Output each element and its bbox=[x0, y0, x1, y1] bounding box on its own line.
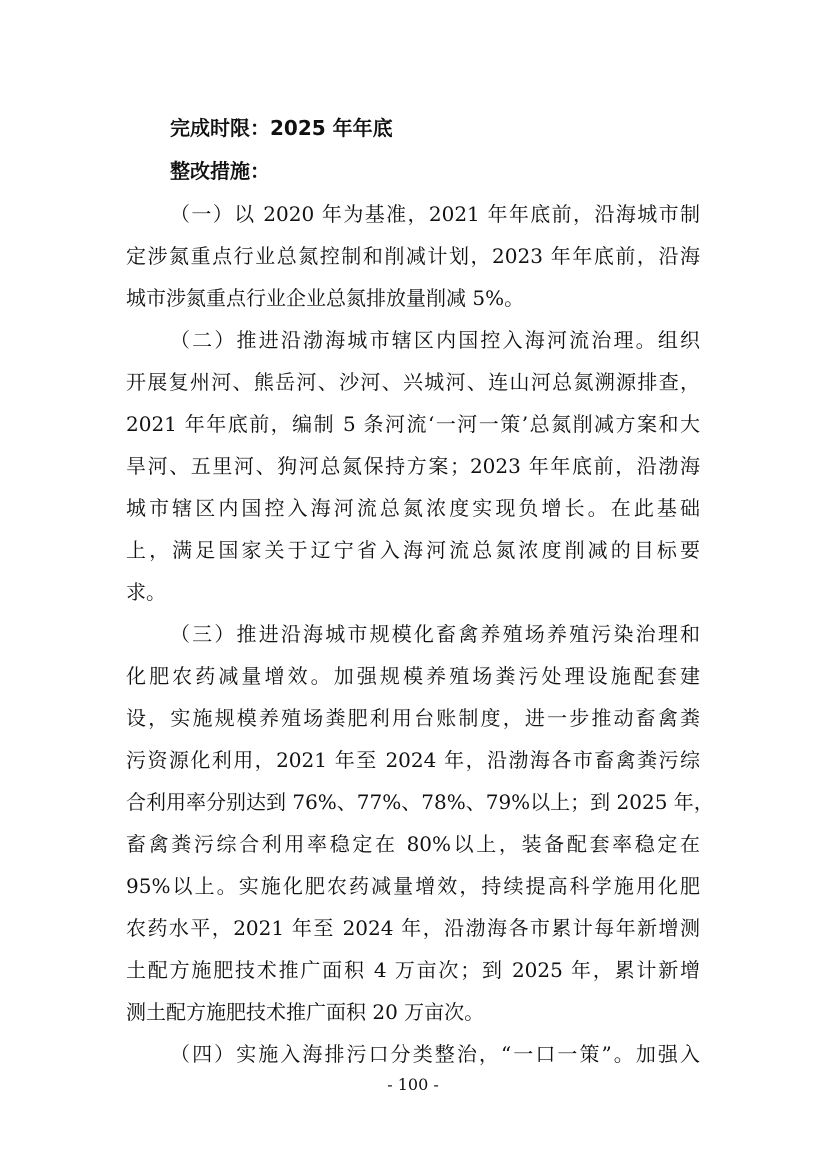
measures-heading: 整改措施： bbox=[170, 159, 270, 183]
deadline-line: 完成时限：2025 年年底 bbox=[170, 116, 393, 140]
paragraph-line: 合利用率分别达到 76%、77%、78%、79%以上；到 2025 年， bbox=[126, 790, 714, 814]
paragraph-line: 畜禽粪污综合利用率稳定在 80%以上，装备配套率稳定在 bbox=[126, 832, 700, 856]
page-number: - 100 - bbox=[387, 1075, 439, 1094]
paragraph-line: （四）实施入海排污口分类整治，“一口一策”。加强入 bbox=[170, 1042, 700, 1066]
paragraph-line: 求。 bbox=[126, 580, 166, 604]
paragraph-line: 土配方施肥技术推广面积 4 万亩次；到 2025 年，累计新增 bbox=[126, 958, 700, 982]
paragraph-line: 测土配方施肥技术推广面积 20 万亩次。 bbox=[126, 1000, 485, 1024]
paragraph-line: 设，实施规模养殖场粪肥利用台账制度，进一步推动畜禽粪 bbox=[126, 706, 700, 730]
paragraph-line: 95%以上。实施化肥农药减量增效，持续提高科学施用化肥 bbox=[126, 874, 700, 898]
paragraph-line: 城市辖区内国控入海河流总氮浓度实现负增长。在此基础 bbox=[126, 496, 700, 520]
paragraph-line: 开展复州河、熊岳河、沙河、兴城河、连山河总氮溯源排查， bbox=[126, 370, 700, 394]
paragraph-line: 定涉氮重点行业总氮控制和削减计划，2023 年年底前，沿海 bbox=[126, 244, 700, 268]
paragraph-line: 城市涉氮重点行业企业总氮排放量削减 5%。 bbox=[126, 286, 525, 310]
paragraph-line: （三）推进沿海城市规模化畜禽养殖场养殖污染治理和 bbox=[170, 622, 700, 646]
paragraph-line: 化肥农药减量增效。加强规模养殖场粪污处理设施配套建 bbox=[126, 664, 700, 688]
paragraph-line: 上，满足国家关于辽宁省入海河流总氮浓度削减的目标要 bbox=[126, 538, 700, 562]
paragraph-line: （一）以 2020 年为基准，2021 年年底前，沿海城市制 bbox=[170, 202, 700, 226]
paragraph-line: 旱河、五里河、狗河总氮保持方案；2023 年年底前，沿渤海 bbox=[126, 454, 700, 478]
paragraph-line: （二）推进沿渤海城市辖区内国控入海河流治理。组织 bbox=[170, 328, 700, 352]
paragraph-line: 农药水平，2021 年至 2024 年，沿渤海各市累计每年新增测 bbox=[126, 916, 700, 940]
paragraph-line: 2021 年年底前，编制 5 条河流‘一河一策’总氮削减方案和大 bbox=[126, 412, 700, 436]
paragraph-line: 污资源化利用，2021 年至 2024 年，沿渤海各市畜禽粪污综 bbox=[126, 748, 700, 772]
